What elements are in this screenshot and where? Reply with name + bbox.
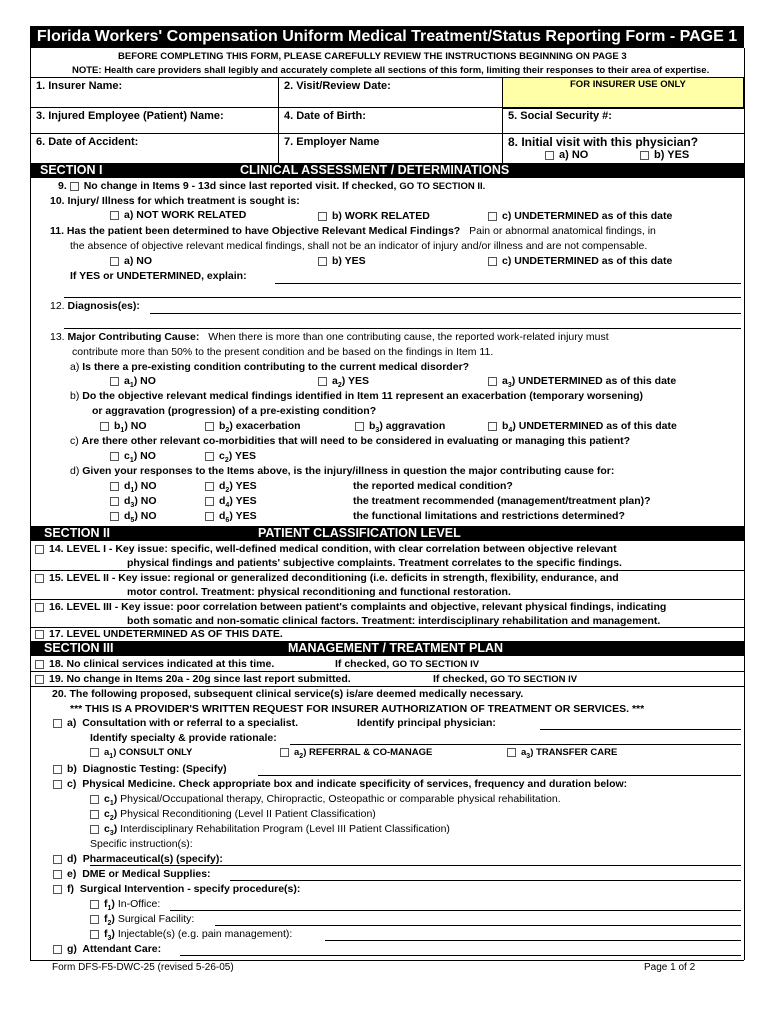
checkbox[interactable] (110, 512, 119, 521)
checkbox[interactable] (70, 182, 79, 191)
checkbox[interactable] (35, 660, 44, 669)
level-1-line2: physical findings and patients' subjective complaints. Treatment correlates to the specific findings. (127, 557, 622, 569)
checkbox[interactable] (318, 257, 327, 266)
item-20f1[interactable]: $f_1$) In-Office: (90, 898, 160, 910)
instruction-text: BEFORE COMPLETING THIS FORM, PLEASE CAREFULLY REVIEW THE INSTRUCTIONS BEGINNING ON PAGE 3 (118, 51, 627, 62)
checkbox[interactable] (355, 422, 364, 431)
checkbox[interactable] (100, 422, 109, 431)
checkbox[interactable] (53, 780, 62, 789)
checkbox[interactable] (110, 497, 119, 506)
explain-line[interactable] (275, 283, 741, 284)
field-accident-date[interactable]: 6. Date of Accident: (36, 136, 139, 148)
dme-line[interactable] (230, 880, 741, 881)
item-10a[interactable]: a) NOT WORK RELATED (110, 209, 246, 221)
item-20a2[interactable]: $a_2$) REFERRAL & CO-MANAGE (280, 747, 432, 758)
item-13d-r1: the reported medical condition? (353, 480, 513, 492)
section-2-title: PATIENT CLASSIFICATION LEVEL (258, 526, 461, 540)
section-3-header (30, 641, 744, 656)
attendant-line[interactable] (180, 955, 741, 956)
section-1-title: CLINICAL ASSESSMENT / DETERMINATIONS (240, 163, 510, 177)
field-insurer-name[interactable]: 1. Insurer Name: (36, 80, 123, 92)
item-19-goto: If checked, GO TO SECTION IV (433, 673, 578, 685)
initial-visit-no[interactable]: a) NO (545, 149, 588, 161)
item-13c2[interactable]: $c_2$) YES (205, 450, 256, 462)
checkbox[interactable] (90, 795, 99, 804)
checkbox[interactable] (110, 377, 119, 386)
item-20a-rationale: Identify specialty & provide rationale: (90, 732, 277, 744)
checkbox[interactable] (205, 482, 214, 491)
item-20c-instruction: Specific instruction(s): (90, 838, 193, 850)
checkbox[interactable] (205, 497, 214, 506)
level-2-line2: motor control. Treatment: physical reconditioning and functional restoration. (127, 586, 511, 598)
item-20a[interactable]: a) Consultation with or referral to a specialist. (53, 717, 298, 729)
item-11-explain: If YES or UNDETERMINED, explain: (70, 270, 247, 282)
item-20: 20. The following proposed, subsequent clinical service(s) is/are deemed medically necessary. (52, 688, 524, 700)
note-text: NOTE: Health care providers shall legibly and accurately complete all sections of this form, limiting their responses to their area of expertise. (72, 65, 710, 76)
checkbox[interactable] (205, 452, 214, 461)
field-employer-name[interactable]: 7. Employer Name (284, 136, 380, 148)
item-12: 12. Diagnosis(es): (50, 300, 140, 312)
checkbox[interactable] (90, 825, 99, 834)
checkbox[interactable] (35, 603, 44, 612)
injectable-line[interactable] (325, 940, 741, 941)
checkbox[interactable] (110, 257, 119, 266)
item-20g[interactable]: g) Attendant Care: (53, 943, 161, 955)
item-13a2[interactable]: $a_2$) YES (318, 375, 369, 387)
checkbox[interactable] (545, 151, 554, 160)
item-18[interactable]: 18. No clinical services indicated at this time. (35, 658, 274, 670)
item-13d-r3: the functional limitations and restrictions determined? (353, 510, 625, 522)
checkbox[interactable] (488, 377, 497, 386)
checkbox[interactable] (35, 630, 44, 639)
item-20a1[interactable]: $a_1$) CONSULT ONLY (90, 747, 192, 758)
item-11b[interactable]: b) YES (318, 255, 366, 267)
checkbox[interactable] (53, 765, 62, 774)
item-13-note: contribute more than 50% to the present condition and be based on the findings in Item 11. (72, 346, 494, 358)
checkbox[interactable] (35, 574, 44, 583)
item-10: 10. Injury/ Illness for which treatment is sought is: (50, 195, 300, 207)
item-13d2[interactable]: $d_2$) YES (205, 480, 257, 492)
checkbox[interactable] (280, 748, 289, 757)
section-1-header (30, 163, 744, 178)
form-id: Form DFS-F5-DWC-25 (revised 5-26-05) (52, 962, 234, 973)
diagnosis-line-2[interactable] (64, 328, 741, 329)
checkbox[interactable] (507, 748, 516, 757)
checkbox[interactable] (110, 482, 119, 491)
checkbox[interactable] (205, 422, 214, 431)
item-19[interactable]: 19. No change in Items 20a - 20g since last report submitted. (35, 673, 351, 685)
field-dob[interactable]: 4. Date of Birth: (284, 110, 366, 122)
section-2-header (30, 526, 744, 541)
item-13a: a) Is there a pre-existing condition contributing to the current medical disorder? (70, 361, 470, 373)
diagnostic-line[interactable] (258, 775, 741, 776)
item-13b-line2: or aggravation (progression) of a pre-existing condition? (92, 405, 377, 417)
border-right (744, 48, 745, 960)
item-13a3[interactable]: $a_3$) UNDETERMINED as of this date (488, 375, 676, 387)
checkbox[interactable] (488, 212, 497, 221)
item-11a[interactable]: a) NO (110, 255, 152, 267)
item-20c2[interactable]: $c_2$) Physical Reconditioning (Level II Patient Classification) (90, 808, 376, 820)
item-20a3[interactable]: $a_3$) TRANSFER CARE (507, 747, 617, 758)
checkbox[interactable] (53, 945, 62, 954)
checkbox[interactable] (90, 810, 99, 819)
checkbox[interactable] (90, 915, 99, 924)
checkbox[interactable] (90, 748, 99, 757)
diagnosis-line[interactable] (150, 313, 741, 314)
checkbox[interactable] (53, 855, 62, 864)
level-3-line2: both somatic and non-somatic clinical factors. Treatment: interdisciplinary rehabilitation and management. (127, 615, 661, 627)
checkbox[interactable] (110, 211, 119, 220)
item-10b[interactable]: b) WORK RELATED (318, 210, 430, 222)
item-9[interactable]: 9. No change in Items 9 - 13d since last reported visit. If checked, GO TO SECTION II. (58, 180, 486, 192)
item-13b3[interactable]: $b_3$) aggravation (355, 420, 445, 432)
explain-line-2[interactable] (64, 297, 741, 298)
initial-visit-yes[interactable]: b) YES (640, 149, 689, 161)
checkbox[interactable] (488, 422, 497, 431)
item-10c[interactable]: c) UNDETERMINED as of this date (488, 210, 672, 222)
item-20f2[interactable]: $f_2$) Surgical Facility: (90, 913, 194, 925)
checkbox[interactable] (318, 212, 327, 221)
item-20e[interactable]: e) DME or Medical Supplies: (53, 868, 211, 880)
checkbox[interactable] (318, 377, 327, 386)
page-number: Page 1 of 2 (644, 962, 696, 973)
field-initial-visit: 8. Initial visit with this physician? (508, 135, 699, 149)
checkbox[interactable] (53, 870, 62, 879)
item-13d1[interactable]: $d_1$) NO (110, 480, 157, 492)
section-3-label: SECTION III (44, 641, 114, 655)
item-13d5[interactable]: $d_5$) NO (110, 510, 157, 522)
level-1[interactable]: 14. LEVEL I - Key issue: specific, well-defined medical condition, with clear correlation between objective relevant (35, 543, 617, 555)
item-11: 11. Has the patient been determined to have Objective Relevant Medical Findings? Pain or abnormal anatomical findings, in (50, 225, 656, 237)
item-11c[interactable]: c) UNDETERMINED as of this date (488, 255, 672, 267)
border-left (30, 48, 31, 960)
item-13d6[interactable]: $d_6$) YES (205, 510, 257, 522)
item-20b[interactable]: b) Diagnostic Testing: (Specify) (53, 763, 227, 775)
item-13a1[interactable]: $a_1$) NO (110, 375, 156, 387)
item-13b: b) Do the objective relevant medical findings identified in Item 11 represent an exacerbation (temporary worsening) (70, 390, 643, 402)
checkbox[interactable] (640, 151, 649, 160)
item-20c1[interactable]: $c_1$) Physical/Occupational therapy, Chiropractic, Osteopathic or comparable physical rehabilitation. (90, 793, 561, 805)
item-18-goto: If checked, GO TO SECTION IV (335, 658, 480, 670)
insurer-use-label: FOR INSURER USE ONLY (570, 79, 686, 90)
level-2[interactable]: 15. LEVEL II - Key issue: regional or generalized deconditioning (i.e. deficits in strength, flexibility, endurance, and (35, 572, 619, 584)
item-13b2[interactable]: $b_2$) exacerbation (205, 420, 301, 432)
item-20d[interactable]: d) Pharmaceutical(s) (specify): (53, 853, 223, 865)
item-13b1[interactable]: $b_1$) NO (100, 420, 147, 432)
in-office-line[interactable] (170, 910, 741, 911)
field-ssn[interactable]: 5. Social Security #: (508, 110, 612, 122)
item-13c1[interactable]: $c_1$) NO (110, 450, 156, 462)
item-20f3[interactable]: $f_3$) Injectable(s) (e.g. pain management): (90, 928, 292, 940)
checkbox[interactable] (35, 675, 44, 684)
item-13: 13. Major Contributing Cause: When there is more than one contributing cause, the reported work-related injury must (50, 331, 609, 343)
item-20a-physician: Identify principal physician: (357, 717, 496, 729)
checkbox[interactable] (488, 257, 497, 266)
section-1-label: SECTION I (40, 163, 103, 177)
item-13c: c) Are there other relevant co-morbidities that will need to be considered in evaluating or managing this patient? (70, 435, 631, 447)
item-13b4[interactable]: $b_4$) UNDETERMINED as of this date (488, 420, 677, 432)
item-20c3[interactable]: $c_3$) Interdisciplinary Rehabilitation Program (Level III Patient Classification) (90, 823, 450, 835)
checkbox[interactable] (53, 885, 62, 894)
field-patient-name[interactable]: 3. Injured Employee (Patient) Name: (36, 110, 224, 122)
facility-line[interactable] (215, 925, 741, 926)
section-2-label: SECTION II (44, 526, 110, 540)
item-20-request: *** THIS IS A PROVIDER'S WRITTEN REQUEST FOR INSURER AUTHORIZATION OF TREATMENT OR SERVICES. *** (70, 703, 645, 715)
item-20f[interactable]: f) Surgical Intervention - specify procedure(s): (53, 883, 300, 895)
checkbox[interactable] (110, 452, 119, 461)
level-undetermined[interactable]: 17. LEVEL UNDETERMINED AS OF THIS DATE. (35, 628, 283, 640)
form-title: Florida Workers' Compensation Uniform Medical Treatment/Status Reporting Form - PAGE 1 (30, 26, 744, 48)
checkbox[interactable] (205, 512, 214, 521)
item-11-note: the absence of objective relevant medical findings, shall not be an indicator of injury and/or illness and are not compensable. (70, 240, 648, 252)
checkbox[interactable] (53, 719, 62, 728)
checkbox[interactable] (90, 930, 99, 939)
section-3-title: MANAGEMENT / TREATMENT PLAN (288, 641, 504, 655)
rationale-line[interactable] (290, 744, 741, 745)
field-visit-date[interactable]: 2. Visit/Review Date: (284, 80, 391, 92)
physician-line[interactable] (540, 729, 741, 730)
item-13d: d) Given your responses to the Items above, is the injury/illness in question the major contributing cause for: (70, 465, 615, 477)
checkbox[interactable] (90, 900, 99, 909)
checkbox[interactable] (35, 545, 44, 554)
level-3[interactable]: 16. LEVEL III - Key issue: poor correlation between patient's complaints and objective, relevant physical findings, indicating (35, 601, 666, 613)
item-13d3[interactable]: $d_3$) NO (110, 495, 157, 507)
item-13d4[interactable]: $d_4$) YES (205, 495, 257, 507)
item-13d-r2: the treatment recommended (management/treatment plan)? (353, 495, 651, 507)
item-20c[interactable]: c) Physical Medicine. Check appropriate box and indicate specificity of services, frequency and duration below: (53, 778, 627, 790)
